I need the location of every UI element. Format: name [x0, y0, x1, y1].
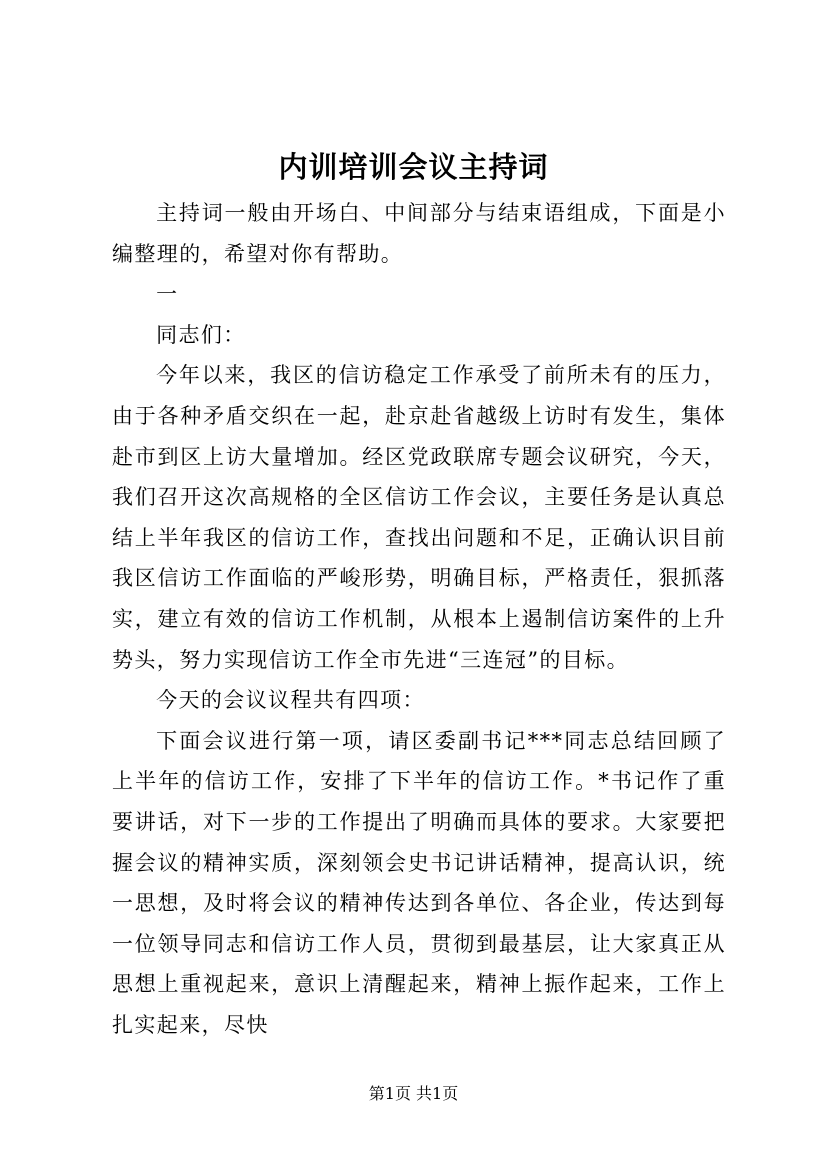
paragraph-opening: 今年以来，我区的信访稳定工作承受了前所未有的压力，由于各种矛盾交织在一起，赴京赴省越级上访时有发生，集体赴市到区上访大量增加。经区党政联席专题会议研究，今天，我们召开这次高规格的全区信访工作会议，主要任务是认真总结上半年我区的信访工作，查找出问题和不足，正确认识目前我区信访工作面临的严峻形势，明确目标，严格责任，狠抓落实，建立有效的信访工作机制，从根本上遏制信访案件的上升势头，努力实现信访工作全市先进“三连冠”的目标。 — [112, 363, 726, 672]
document-body — [112, 193, 726, 1045]
document-title: 内训培训会议主持词 — [278, 150, 549, 184]
page-footer: 第1页 共1页 — [368, 1084, 459, 1103]
paragraph-first-item: 下面会议进行第一项，请区委副书记***同志总结回顾了上半年的信访工作，安排了下半年的信访工作。*书记作了重要讲话，对下一步的工作提出了明确而具体的要求。大家要把握会议的精神实质，深刻领会史书记讲话精神，提高认识，统一思想，及时将会议的精神传达到各单位、各企业，传达到每一位领导同志和信访工作人员，贯彻到最基层，让大家真正从思想上重视起来，意识上清醒起来，精神上振作起来，工作上扎实起来，尽快 — [112, 728, 726, 1037]
paragraph-agenda: 今天的会议议程共有四项： — [156, 688, 425, 713]
paragraph-salutation: 同志们： — [156, 322, 246, 347]
paragraph-intro: 主持词一般由开场白、中间部分与结束语组成，下面是小编整理的，希望对你有帮助。 — [112, 201, 726, 266]
paragraph-section-number: 一 — [156, 282, 179, 307]
